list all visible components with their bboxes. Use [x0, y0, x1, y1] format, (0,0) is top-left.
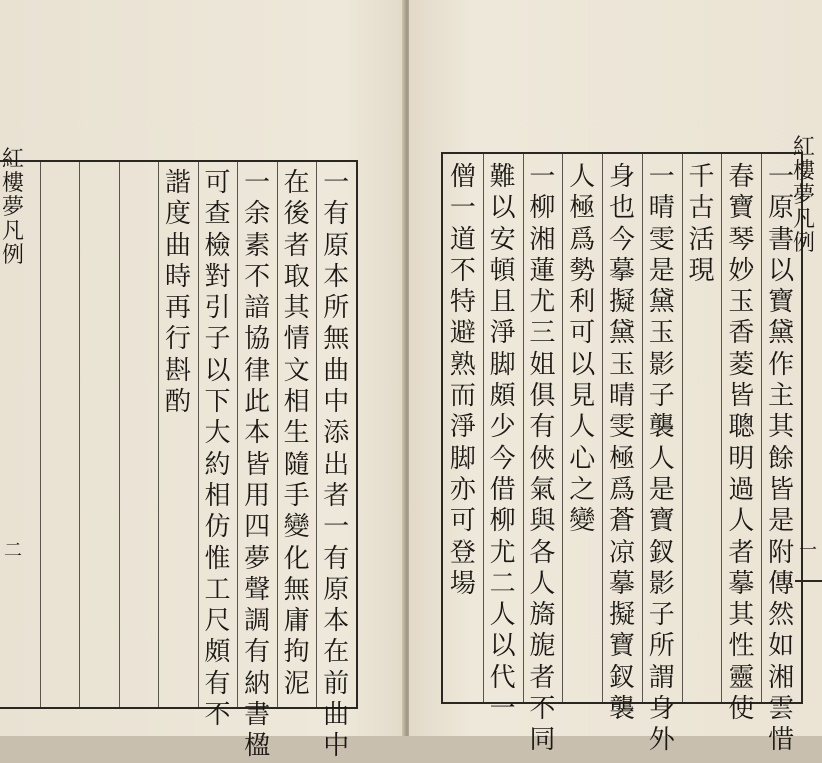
glyph: 難 [489, 162, 516, 192]
right-folio: 一 [799, 540, 817, 561]
glyph: 文 [283, 355, 310, 386]
glyph: 餘 [768, 443, 795, 474]
column-rule [761, 154, 762, 702]
glyph: 者 [728, 537, 755, 568]
text-column [485, 162, 521, 725]
glyph: 今 [608, 224, 635, 255]
glyph: 雯 [608, 412, 635, 443]
glyph: 庸 [283, 606, 310, 637]
glyph: 然 [768, 600, 795, 631]
glyph: 凉 [608, 537, 635, 568]
glyph: 俠 [529, 443, 556, 474]
banxin-glyph: 凡 [792, 207, 815, 232]
glyph: 約 [204, 449, 231, 480]
glyph: 手 [283, 480, 310, 511]
glyph: 有 [529, 412, 556, 443]
glyph: 不 [529, 694, 556, 725]
glyph: 納 [244, 668, 271, 699]
glyph: 而 [449, 381, 476, 412]
left-page-frame [0, 160, 358, 762]
glyph: 一 [489, 694, 516, 725]
right-banxin-title [791, 136, 817, 256]
text-column [524, 162, 560, 757]
glyph: 中 [323, 387, 350, 418]
glyph: 相 [204, 480, 231, 511]
glyph: 皆 [244, 449, 271, 480]
glyph: 道 [449, 224, 476, 255]
glyph: 是 [648, 255, 675, 286]
glyph: 脚 [489, 349, 516, 380]
glyph: 查 [204, 199, 231, 230]
glyph: 之 [569, 474, 596, 505]
glyph: 頗 [204, 637, 231, 668]
glyph: 蓮 [529, 255, 556, 286]
glyph: 一 [768, 162, 795, 192]
glyph: 性 [728, 631, 755, 662]
glyph: 者 [283, 230, 310, 261]
column-rule [721, 154, 722, 702]
glyph: 僧 [449, 162, 476, 192]
glyph: 人 [489, 600, 516, 631]
glyph: 俱 [529, 381, 556, 412]
glyph: 者 [529, 662, 556, 693]
glyph: 在 [283, 168, 310, 198]
column-rule [523, 154, 524, 702]
glyph: 與 [529, 506, 556, 537]
glyph: 隨 [283, 449, 310, 480]
glyph: 本 [323, 261, 350, 292]
glyph: 湘 [768, 662, 795, 693]
glyph: 靈 [728, 662, 755, 693]
glyph: 勢 [569, 255, 596, 286]
glyph: 人 [728, 506, 755, 537]
glyph: 香 [728, 318, 755, 349]
glyph: 是 [768, 506, 795, 537]
glyph: 酌 [164, 387, 191, 418]
glyph: 所 [323, 293, 350, 324]
glyph: 現 [688, 255, 715, 286]
glyph: 本 [244, 418, 271, 449]
glyph: 本 [323, 606, 350, 637]
glyph: 淨 [489, 318, 516, 349]
glyph: 無 [323, 324, 350, 355]
glyph: 擬 [608, 287, 635, 318]
glyph: 無 [283, 574, 310, 605]
glyph: 使 [728, 694, 755, 725]
glyph: 不 [244, 261, 271, 292]
glyph: 尤 [489, 537, 516, 568]
glyph: 行 [164, 324, 191, 355]
glyph: 下 [204, 387, 231, 418]
glyph: 曲 [323, 355, 350, 386]
glyph: 今 [489, 443, 516, 474]
glyph: 可 [449, 506, 476, 537]
glyph: 人 [529, 568, 556, 599]
glyph: 湘 [529, 224, 556, 255]
text-column [200, 168, 236, 731]
right-edge-line [795, 580, 822, 582]
glyph: 春 [728, 162, 755, 192]
glyph: 拘 [283, 637, 310, 668]
glyph: 琴 [728, 224, 755, 255]
glyph: 一 [449, 193, 476, 224]
glyph: 摹 [608, 568, 635, 599]
glyph: 寶 [608, 631, 635, 662]
glyph: 可 [569, 318, 596, 349]
glyph: 外 [648, 725, 675, 756]
glyph: 四 [244, 512, 271, 543]
glyph: 旖 [529, 600, 556, 631]
glyph: 一 [529, 162, 556, 192]
glyph: 玉 [728, 287, 755, 318]
glyph: 惟 [204, 543, 231, 574]
glyph: 以 [768, 255, 795, 286]
glyph: 一 [648, 162, 675, 192]
glyph: 有 [244, 637, 271, 668]
glyph: 出 [323, 449, 350, 480]
glyph: 諳 [244, 293, 271, 324]
glyph: 以 [489, 193, 516, 224]
glyph: 此 [244, 387, 271, 418]
glyph: 各 [529, 537, 556, 568]
glyph: 玉 [608, 349, 635, 380]
glyph: 爲 [569, 224, 596, 255]
glyph: 蒼 [608, 506, 635, 537]
glyph: 引 [204, 293, 231, 324]
banxin-glyph: 夢 [1, 195, 24, 220]
text-column [279, 168, 315, 700]
text-column [160, 168, 196, 418]
glyph: 有 [204, 668, 231, 699]
glyph: 附 [768, 537, 795, 568]
glyph: 以 [489, 631, 516, 662]
column-rule [119, 162, 120, 707]
glyph: 頓 [489, 255, 516, 286]
banxin-glyph: 凡 [1, 219, 24, 244]
text-column [318, 168, 354, 763]
glyph: 對 [204, 261, 231, 292]
glyph: 姐 [529, 349, 556, 380]
glyph: 仿 [204, 512, 231, 543]
glyph: 原 [323, 230, 350, 261]
glyph: 謂 [648, 662, 675, 693]
glyph: 特 [449, 287, 476, 318]
glyph: 子 [648, 600, 675, 631]
glyph: 寶 [728, 193, 755, 224]
glyph: 頗 [489, 381, 516, 412]
glyph: 擬 [608, 600, 635, 631]
glyph: 熟 [449, 349, 476, 380]
glyph: 柳 [489, 506, 516, 537]
column-rule [642, 154, 643, 702]
glyph: 其 [728, 600, 755, 631]
left-banxin-title [0, 148, 26, 268]
glyph: 相 [283, 387, 310, 418]
column-rule [682, 154, 683, 702]
glyph: 尺 [204, 606, 231, 637]
glyph: 諧 [164, 168, 191, 198]
glyph: 後 [283, 199, 310, 230]
glyph: 人 [569, 412, 596, 443]
glyph: 皆 [768, 474, 795, 505]
glyph: 情 [283, 324, 310, 355]
glyph: 借 [489, 474, 516, 505]
glyph: 在 [323, 637, 350, 668]
glyph: 以 [204, 355, 231, 386]
glyph: 寶 [648, 506, 675, 537]
glyph: 柳 [529, 193, 556, 224]
glyph: 原 [323, 574, 350, 605]
left-folio: 二 [4, 540, 22, 561]
glyph: 不 [449, 255, 476, 286]
glyph: 工 [204, 574, 231, 605]
glyph: 古 [688, 193, 715, 224]
column-rule [79, 162, 80, 707]
glyph: 身 [648, 694, 675, 725]
glyph: 曲 [323, 700, 350, 731]
glyph: 大 [204, 418, 231, 449]
banxin-glyph: 夢 [792, 183, 815, 208]
glyph: 書 [244, 700, 271, 731]
glyph: 添 [323, 418, 350, 449]
glyph: 惜 [768, 725, 795, 756]
glyph: 寶 [768, 287, 795, 318]
glyph: 用 [244, 480, 271, 511]
glyph: 聲 [244, 574, 271, 605]
glyph: 余 [244, 199, 271, 230]
glyph: 利 [569, 287, 596, 318]
glyph: 摹 [728, 568, 755, 599]
glyph: 夢 [244, 543, 271, 574]
glyph: 調 [244, 606, 271, 637]
glyph: 泥 [283, 668, 310, 699]
column-rule [562, 154, 563, 702]
banxin-glyph: 例 [1, 243, 24, 268]
column-rule [602, 154, 603, 702]
text-column [644, 162, 680, 757]
glyph: 曲 [164, 230, 191, 261]
glyph: 活 [688, 224, 715, 255]
glyph: 檢 [204, 230, 231, 261]
glyph: 取 [283, 261, 310, 292]
glyph: 襲 [608, 694, 635, 725]
glyph: 明 [728, 443, 755, 474]
text-column [684, 162, 720, 287]
glyph: 中 [323, 731, 350, 762]
right-page [409, 0, 822, 756]
glyph: 聰 [728, 412, 755, 443]
glyph: 且 [489, 287, 516, 318]
text-column [445, 162, 481, 600]
glyph: 者 [323, 480, 350, 511]
glyph: 登 [449, 537, 476, 568]
glyph: 影 [648, 349, 675, 380]
glyph: 所 [648, 631, 675, 662]
glyph: 素 [244, 230, 271, 261]
glyph: 釵 [648, 537, 675, 568]
glyph: 楹 [244, 731, 271, 762]
glyph: 再 [164, 293, 191, 324]
glyph: 人 [648, 443, 675, 474]
glyph: 晴 [648, 193, 675, 224]
glyph: 避 [449, 318, 476, 349]
banxin-glyph: 例 [792, 231, 815, 256]
glyph: 有 [323, 543, 350, 574]
glyph: 爲 [608, 474, 635, 505]
glyph: 雯 [648, 224, 675, 255]
glyph: 協 [244, 324, 271, 355]
glyph: 極 [608, 443, 635, 474]
text-column [564, 162, 600, 538]
glyph: 皆 [728, 381, 755, 412]
glyph: 過 [728, 474, 755, 505]
glyph: 以 [569, 349, 596, 380]
glyph: 一 [244, 168, 271, 198]
glyph: 代 [489, 662, 516, 693]
left-page [0, 0, 405, 762]
glyph: 也 [608, 193, 635, 224]
glyph: 晴 [608, 381, 635, 412]
glyph: 黛 [608, 318, 635, 349]
glyph: 變 [569, 506, 596, 537]
glyph: 千 [688, 162, 715, 192]
glyph: 黛 [768, 318, 795, 349]
glyph: 釵 [608, 662, 635, 693]
glyph: 傳 [768, 568, 795, 599]
glyph: 子 [204, 324, 231, 355]
glyph: 化 [283, 543, 310, 574]
glyph: 淨 [449, 412, 476, 443]
glyph: 安 [489, 224, 516, 255]
glyph: 律 [244, 355, 271, 386]
column-rule [40, 162, 41, 707]
glyph: 黛 [648, 287, 675, 318]
glyph: 摹 [608, 255, 635, 286]
glyph: 身 [608, 162, 635, 192]
glyph: 妙 [728, 255, 755, 286]
glyph: 亦 [449, 474, 476, 505]
glyph: 少 [489, 412, 516, 443]
glyph: 同 [529, 725, 556, 756]
glyph: 玉 [648, 318, 675, 349]
glyph: 心 [569, 443, 596, 474]
banxin-glyph: 紅 [1, 147, 24, 172]
glyph: 菱 [728, 349, 755, 380]
glyph: 一 [323, 168, 350, 198]
glyph: 生 [283, 418, 310, 449]
glyph: 其 [283, 293, 310, 324]
glyph: 斟 [164, 355, 191, 386]
glyph: 書 [768, 224, 795, 255]
glyph: 原 [768, 193, 795, 224]
glyph: 二 [489, 568, 516, 599]
glyph: 襲 [648, 412, 675, 443]
text-column [723, 162, 759, 725]
glyph: 三 [529, 318, 556, 349]
banxin-glyph: 紅 [792, 135, 815, 160]
right-page-frame [441, 152, 803, 756]
glyph: 變 [283, 512, 310, 543]
glyph: 氣 [529, 474, 556, 505]
column-rule [483, 154, 484, 702]
glyph: 前 [323, 668, 350, 699]
glyph: 雲 [768, 694, 795, 725]
glyph: 見 [569, 381, 596, 412]
glyph: 有 [323, 199, 350, 230]
glyph: 作 [768, 349, 795, 380]
glyph: 尤 [529, 287, 556, 318]
text-column [604, 162, 640, 725]
glyph: 其 [768, 412, 795, 443]
glyph: 場 [449, 568, 476, 599]
glyph: 時 [164, 261, 191, 292]
glyph: 是 [648, 474, 675, 505]
glyph: 如 [768, 631, 795, 662]
glyph: 度 [164, 199, 191, 230]
glyph: 脚 [449, 443, 476, 474]
glyph: 影 [648, 568, 675, 599]
glyph: 人 [569, 162, 596, 192]
glyph: 可 [204, 168, 231, 198]
glyph: 主 [768, 381, 795, 412]
banxin-glyph: 樓 [1, 171, 24, 196]
text-column [239, 168, 275, 763]
glyph: 極 [569, 193, 596, 224]
glyph: 子 [648, 381, 675, 412]
banxin-glyph: 樓 [792, 159, 815, 184]
glyph: 不 [204, 700, 231, 731]
glyph: 旎 [529, 631, 556, 662]
glyph: 一 [323, 512, 350, 543]
